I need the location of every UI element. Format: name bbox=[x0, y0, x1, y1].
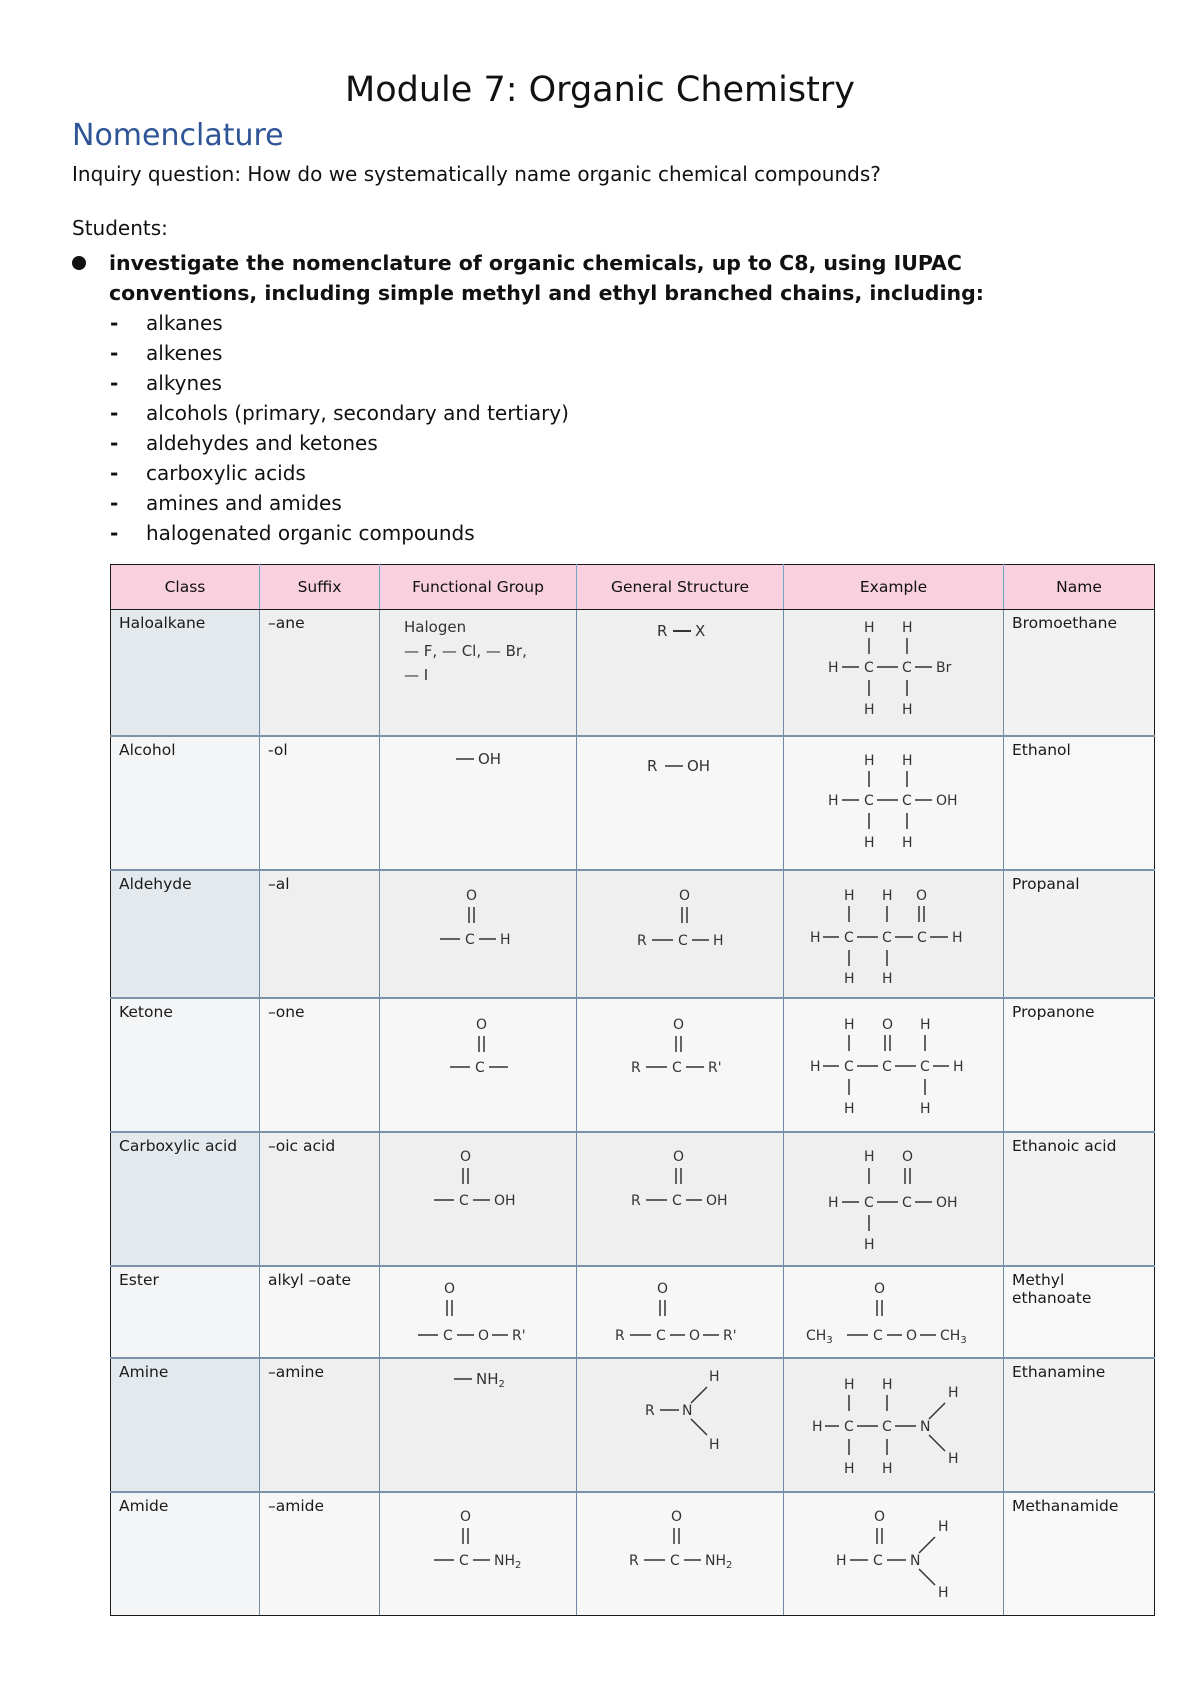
svg-text:H: H bbox=[948, 1450, 959, 1467]
page-title: Module 7: Organic Chemistry bbox=[345, 70, 855, 110]
svg-text:H: H bbox=[864, 620, 875, 636]
cell-name: Ethanol bbox=[1004, 736, 1155, 870]
amino-group-diagram bbox=[388, 1363, 569, 1483]
cell-name: Propanone bbox=[1004, 998, 1155, 1132]
svg-text:H: H bbox=[828, 1194, 839, 1211]
cell-general-structure bbox=[577, 1358, 784, 1492]
cell-functional-group bbox=[380, 1132, 577, 1266]
svg-text:C: C bbox=[882, 1418, 892, 1435]
svg-text:NH2: $NH_2$ bbox=[476, 1369, 505, 1390]
svg-text:N: N bbox=[910, 1552, 921, 1569]
svg-text:C: C bbox=[459, 1192, 469, 1209]
svg-text:OH: OH bbox=[706, 1192, 728, 1209]
svg-text:H: H bbox=[828, 792, 839, 809]
svg-text:O: O bbox=[671, 1508, 683, 1525]
svg-text:R: R bbox=[629, 1552, 639, 1569]
cell-class: Alcohol bbox=[111, 736, 260, 870]
svg-text:C: C bbox=[844, 1418, 854, 1435]
carboxylic-acid-structure bbox=[585, 1137, 776, 1257]
svg-text:O: O bbox=[882, 1016, 894, 1033]
svg-text:H: H bbox=[844, 1376, 855, 1393]
svg-text:H: H bbox=[882, 1460, 893, 1477]
svg-text:O: O bbox=[478, 1327, 490, 1344]
svg-text:O: O bbox=[460, 1148, 472, 1165]
svg-text:H: H bbox=[948, 1384, 959, 1401]
svg-text:C: C bbox=[475, 1059, 485, 1076]
propanal-structure bbox=[792, 875, 996, 987]
table-row bbox=[111, 1492, 1155, 1616]
cell-example bbox=[784, 1266, 1004, 1358]
cell-example bbox=[784, 736, 1004, 870]
svg-text:OH: OH bbox=[494, 1192, 516, 1209]
svg-text:C: C bbox=[917, 929, 927, 946]
students-label: Students: bbox=[72, 216, 168, 240]
svg-text:C: C bbox=[443, 1327, 453, 1344]
sub-list bbox=[110, 308, 569, 548]
svg-text:H: H bbox=[938, 1518, 949, 1535]
svg-text:C: C bbox=[844, 929, 854, 946]
svg-text:OH: OH bbox=[936, 792, 958, 809]
section-heading: Nomenclature bbox=[72, 118, 284, 153]
svg-text:O: O bbox=[673, 1016, 685, 1033]
svg-text:H: H bbox=[844, 887, 855, 904]
svg-text:C: C bbox=[902, 792, 912, 809]
header-class: Class bbox=[111, 565, 260, 610]
cell-suffix: –al bbox=[260, 870, 380, 998]
cell-suffix: –ane bbox=[260, 610, 380, 736]
svg-text:— F, — Cl, — Br,: — F, — Cl, — Br, bbox=[404, 642, 527, 660]
svg-text:R: R bbox=[631, 1192, 641, 1209]
cell-example bbox=[784, 870, 1004, 998]
svg-text:H: H bbox=[844, 1460, 855, 1477]
table-row bbox=[111, 1266, 1155, 1358]
bullet-icon bbox=[72, 256, 86, 270]
svg-text:C: C bbox=[678, 932, 688, 949]
amide-structure bbox=[585, 1497, 776, 1609]
svg-text:C: C bbox=[459, 1552, 469, 1569]
cell-general-structure bbox=[577, 1266, 784, 1358]
cell-functional-group bbox=[380, 998, 577, 1132]
cell-general-structure bbox=[577, 1132, 784, 1266]
svg-text:CH3: $CH_3$ bbox=[940, 1327, 967, 1346]
ethanoic-acid-structure bbox=[792, 1137, 996, 1257]
cell-example bbox=[784, 998, 1004, 1132]
hydroxyl-group-diagram bbox=[388, 741, 569, 861]
cell-suffix: –amine bbox=[260, 1358, 380, 1492]
propanone-structure bbox=[792, 1003, 996, 1123]
svg-text:O: O bbox=[906, 1327, 918, 1344]
cell-functional-group bbox=[380, 1358, 577, 1492]
svg-text:H: H bbox=[902, 702, 913, 718]
svg-text:H: H bbox=[864, 702, 875, 718]
svg-text:Halogen: Halogen bbox=[404, 618, 467, 636]
cell-class: Aldehyde bbox=[111, 870, 260, 998]
header-example: Example bbox=[784, 565, 1004, 610]
cell-suffix: –amide bbox=[260, 1492, 380, 1616]
svg-text:H: H bbox=[864, 752, 875, 769]
svg-text:R: R bbox=[631, 1059, 641, 1076]
svg-text:H: H bbox=[882, 887, 893, 904]
svg-text:C: C bbox=[873, 1327, 883, 1344]
svg-text:C: C bbox=[844, 1058, 854, 1075]
svg-text:X: X bbox=[695, 622, 706, 640]
svg-text:C: C bbox=[873, 1552, 883, 1569]
ethanol-structure bbox=[792, 741, 996, 863]
cell-functional-group bbox=[380, 870, 577, 998]
list-item: - alcohols (primary, secondary and tertiary) bbox=[110, 401, 569, 425]
header-suffix: Suffix bbox=[260, 565, 380, 610]
methanamide-structure bbox=[792, 1497, 996, 1609]
svg-text:O: O bbox=[874, 1508, 886, 1525]
list-item: - amines and amides bbox=[110, 491, 342, 515]
list-item: - halogenated organic compounds bbox=[110, 521, 475, 545]
table-row bbox=[111, 998, 1155, 1132]
svg-text:C: C bbox=[864, 792, 874, 809]
svg-text:C: C bbox=[882, 929, 892, 946]
cell-class: Amine bbox=[111, 1358, 260, 1492]
svg-text:C: C bbox=[864, 660, 874, 676]
cell-name: Propanal bbox=[1004, 870, 1155, 998]
ester-structure bbox=[585, 1271, 776, 1353]
svg-text:NH2: $NH_2$ bbox=[494, 1552, 522, 1571]
svg-text:C: C bbox=[902, 1194, 912, 1211]
svg-text:H: H bbox=[882, 970, 893, 987]
cell-name: Methanamide bbox=[1004, 1492, 1155, 1616]
svg-text:OH: OH bbox=[478, 749, 502, 768]
main-bullet-point bbox=[72, 248, 1092, 308]
svg-text:C: C bbox=[882, 1058, 892, 1075]
svg-text:O: O bbox=[689, 1327, 701, 1344]
svg-text:H: H bbox=[952, 929, 963, 946]
svg-text:H: H bbox=[500, 931, 511, 948]
svg-text:C: C bbox=[656, 1327, 666, 1344]
alcohol-structure bbox=[585, 741, 776, 861]
svg-text:C: C bbox=[672, 1192, 682, 1209]
svg-text:R: R bbox=[645, 1402, 655, 1419]
cell-functional-group bbox=[380, 610, 577, 736]
cell-suffix: -ol bbox=[260, 736, 380, 870]
header-functional-group: Functional Group bbox=[380, 565, 577, 610]
functional-groups-table bbox=[110, 564, 1155, 1616]
svg-text:O: O bbox=[657, 1280, 669, 1297]
bromoethane-structure bbox=[792, 614, 996, 728]
svg-text:OH: OH bbox=[936, 1194, 958, 1211]
svg-text:R': R' bbox=[723, 1327, 737, 1344]
table-row bbox=[111, 870, 1155, 998]
aldehyde-group-diagram bbox=[388, 875, 569, 987]
cell-example bbox=[784, 610, 1004, 736]
svg-text:H: H bbox=[920, 1100, 931, 1117]
svg-text:O: O bbox=[874, 1280, 886, 1297]
carbonyl-group-diagram bbox=[388, 1003, 569, 1123]
svg-text:Br: Br bbox=[936, 660, 952, 676]
table-row bbox=[111, 736, 1155, 870]
svg-text:H: H bbox=[713, 932, 724, 949]
svg-text:R': R' bbox=[512, 1327, 526, 1344]
cell-general-structure bbox=[577, 998, 784, 1132]
svg-text:O: O bbox=[476, 1016, 488, 1033]
svg-text:H: H bbox=[709, 1436, 720, 1453]
list-item: - alkynes bbox=[110, 371, 222, 395]
table-row bbox=[111, 610, 1155, 736]
svg-text:H: H bbox=[882, 1376, 893, 1393]
svg-text:O: O bbox=[444, 1280, 456, 1297]
svg-text:R: R bbox=[615, 1327, 625, 1344]
svg-text:H: H bbox=[938, 1584, 949, 1601]
svg-text:— I: — I bbox=[404, 666, 429, 684]
svg-text:O: O bbox=[902, 1148, 914, 1165]
ethanamine-structure bbox=[792, 1363, 996, 1485]
cell-name: Ethanamine bbox=[1004, 1358, 1155, 1492]
cell-name: Bromoethane bbox=[1004, 610, 1155, 736]
svg-text:C: C bbox=[920, 1058, 930, 1075]
carboxyl-group-diagram bbox=[388, 1137, 569, 1257]
list-item: - aldehydes and ketones bbox=[110, 431, 378, 455]
svg-text:H: H bbox=[864, 834, 875, 851]
main-bullet-text: investigate the nomenclature of organic chemicals, up to C8, using IUPAC conventions, including simple methyl and ethyl branched chains, including: bbox=[109, 251, 984, 305]
svg-text:CH3: $CH_3$ bbox=[806, 1327, 833, 1346]
cell-example bbox=[784, 1132, 1004, 1266]
svg-text:H: H bbox=[902, 620, 913, 636]
svg-text:N: N bbox=[920, 1418, 931, 1435]
svg-text:H: H bbox=[810, 1058, 821, 1075]
svg-text:H: H bbox=[836, 1552, 847, 1569]
cell-functional-group bbox=[380, 1492, 577, 1616]
svg-text:H: H bbox=[810, 929, 821, 946]
svg-text:OH: OH bbox=[687, 756, 711, 775]
list-item: - alkenes bbox=[110, 341, 223, 365]
svg-text:H: H bbox=[864, 1236, 875, 1253]
list-item: - carboxylic acids bbox=[110, 461, 306, 485]
cell-general-structure bbox=[577, 610, 784, 736]
svg-text:H: H bbox=[902, 834, 913, 851]
svg-text:C: C bbox=[465, 931, 475, 948]
inquiry-question: Inquiry question: How do we systematically name organic chemical compounds? bbox=[72, 162, 881, 186]
cell-general-structure bbox=[577, 736, 784, 870]
table-row bbox=[111, 1132, 1155, 1266]
svg-text:C: C bbox=[902, 660, 912, 676]
ester-group-diagram bbox=[388, 1271, 569, 1353]
svg-text:H: H bbox=[844, 1100, 855, 1117]
cell-functional-group bbox=[380, 736, 577, 870]
header-name: Name bbox=[1004, 565, 1155, 610]
cell-general-structure bbox=[577, 1492, 784, 1616]
svg-text:O: O bbox=[679, 887, 691, 904]
svg-text:H: H bbox=[920, 1016, 931, 1033]
table-row bbox=[111, 1358, 1155, 1492]
methyl-ethanoate-structure bbox=[792, 1271, 996, 1353]
header-general-structure: General Structure bbox=[577, 565, 784, 610]
cell-name: Ethanoic acid bbox=[1004, 1132, 1155, 1266]
cell-class: Amide bbox=[111, 1492, 260, 1616]
svg-text:H: H bbox=[864, 1148, 875, 1165]
svg-text:O: O bbox=[460, 1508, 472, 1525]
cell-class: Ester bbox=[111, 1266, 260, 1358]
cell-functional-group bbox=[380, 1266, 577, 1358]
svg-text:H: H bbox=[953, 1058, 964, 1075]
cell-example bbox=[784, 1358, 1004, 1492]
svg-text:O: O bbox=[673, 1148, 685, 1165]
haloalkane-structure bbox=[585, 614, 776, 724]
svg-text:O: O bbox=[466, 887, 478, 904]
cell-example bbox=[784, 1492, 1004, 1616]
svg-text:C: C bbox=[672, 1059, 682, 1076]
svg-text:R: R bbox=[657, 622, 668, 640]
svg-text:R: R bbox=[647, 756, 658, 775]
table-header-row bbox=[111, 565, 1155, 610]
amine-structure bbox=[585, 1363, 776, 1483]
cell-suffix: –one bbox=[260, 998, 380, 1132]
svg-text:N: N bbox=[682, 1402, 693, 1419]
svg-text:O: O bbox=[916, 887, 928, 904]
halogen-group-diagram bbox=[388, 614, 569, 724]
amide-group-diagram bbox=[388, 1497, 569, 1609]
ketone-structure bbox=[585, 1003, 776, 1123]
svg-text:H: H bbox=[828, 660, 839, 676]
aldehyde-structure bbox=[585, 875, 776, 987]
svg-text:NH2: $NH_2$ bbox=[705, 1552, 733, 1571]
svg-text:H: H bbox=[902, 752, 913, 769]
cell-class: Carboxylic acid bbox=[111, 1132, 260, 1266]
cell-class: Ketone bbox=[111, 998, 260, 1132]
list-item: - alkanes bbox=[110, 311, 223, 335]
svg-text:C: C bbox=[670, 1552, 680, 1569]
cell-general-structure bbox=[577, 870, 784, 998]
cell-class: Haloalkane bbox=[111, 610, 260, 736]
cell-suffix: –oic acid bbox=[260, 1132, 380, 1266]
svg-text:H: H bbox=[844, 1016, 855, 1033]
cell-suffix: alkyl –oate bbox=[260, 1266, 380, 1358]
svg-text:H: H bbox=[709, 1368, 720, 1385]
cell-name: Methyl ethanoate bbox=[1004, 1266, 1155, 1358]
svg-text:H: H bbox=[844, 970, 855, 987]
svg-text:H: H bbox=[812, 1418, 823, 1435]
svg-text:R: R bbox=[637, 932, 647, 949]
svg-text:R': R' bbox=[708, 1059, 722, 1076]
svg-text:C: C bbox=[864, 1194, 874, 1211]
